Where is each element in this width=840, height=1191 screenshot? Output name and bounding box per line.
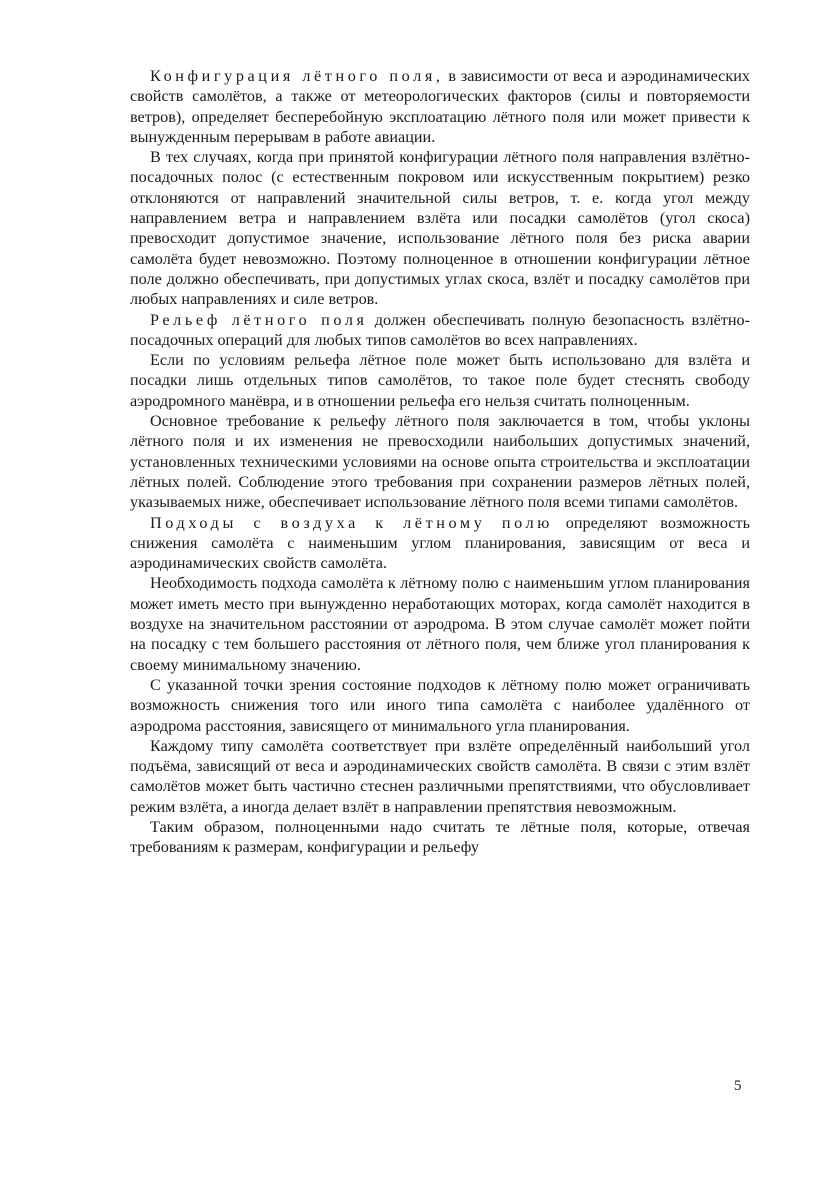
- paragraph-text: Основное требование к рельефу лётного поля заключается в том, чтобы уклоны лётного поля и их изменения не превосходили наибольших допустимых значений, установленных техническими условиями на основе опыта строительства и эксплоатации лётных полей. Соблюдение этого требования при сохранении размеров лётных полей, указываемых ниже, обеспечивает использование лётного поля всеми типами самолётов.: [130, 412, 750, 512]
- paragraph-text: в зависимости от веса и аэродинамических свойств самолётов, а также от метеорологических факторов (силы и повторяемости ветров), определяет бесперебойную эксплоатацию лётного поля или может привести к вынужденным перерывам в работе авиации.: [130, 67, 750, 146]
- paragraph-approaches: [130, 513, 750, 574]
- paragraph-text: должен обеспечивать полную безопасность взлётно-посадочных операций для любых типов самолётов во всех направлениях.: [130, 310, 750, 349]
- paragraph-configuration: [130, 66, 750, 147]
- paragraph-relief-requirement: [130, 411, 750, 512]
- paragraph-text: Таким образом, полноценными надо считать те лётные поля, которые, отвечая требованиям к размерам, конфигурации и рельефу: [130, 817, 750, 857]
- paragraph-relief-limits: [130, 350, 750, 411]
- paragraph-lead-term: Конфигурация лётного поля,: [150, 67, 444, 85]
- paragraph-text: Каждому типу самолёта соответствует при взлёте определённый наибольший угол подъёма, зависящий от веса и аэродинамических свойств самолёта. В связи с этим взлёт самолётов может быть частично стеснен различными препятствиями, что обусловливает режим взлёта, а иногда делает взлёт в направлении препятствия невозможным.: [130, 736, 750, 816]
- page-number: 5: [734, 1078, 742, 1094]
- paragraph-lead-term: Подходы с воздуха к лётному полю: [150, 513, 553, 532]
- paragraph-relief: [130, 310, 750, 351]
- paragraph-climb-angle: [130, 736, 750, 817]
- paragraph-text: Если по условиям рельефа лётное поле может быть использовано для взлёта и посадки лишь отдельных типов самолётов, то такое поле будет стеснять свободу аэродромного манёвра, и в отношении рельефа его нельзя считать полноценным.: [130, 351, 750, 410]
- paragraph-conclusion: [130, 817, 750, 858]
- paragraph-approach-condition: [130, 675, 750, 736]
- paragraph-text: Необходимость подхода самолёта к лётному полю с наименьшим углом планирования может иметь место при вынужденно неработающих моторах, когда самолёт находится в воздухе на значительном расстоянии от аэродрома. В этом случае самолёт может пойти на посадку с тем большего расстояния от лётного поля, чем ближе угол планирования к своему минимальному значению.: [130, 574, 750, 674]
- paragraph-text: определяют возможность снижения самолёта с наименьшим углом планирования, зависящим от веса и аэродинамических свойств самолёта.: [130, 513, 750, 573]
- paragraph-text: В тех случаях, когда при принятой конфигурации лётного поля направления взлётно-посадочных полос (с естественным покровом или искусственным покрытием) резко отклоняются от направлений значительной силы ветров, т. е. когда угол между направлением ветра и направлением взлёта или посадки самолётов (угол скоса) превосходит допустимое значение, использование лётного поля без риска аварии самолёта будет невозможно. Поэтому полноценное в отношении конфигурации лётное поле должно обеспечивать, при допустимых углах скоса, взлёт и посадку самолётов при любых направлениях и силе ветров.: [130, 148, 750, 309]
- paragraph-lead-term: Рельеф лётного поля: [150, 310, 368, 329]
- paragraph-gliding-angle: [130, 573, 750, 674]
- document-page: [130, 66, 750, 858]
- paragraph-runway-directions: [130, 147, 750, 309]
- paragraph-text: С указанной точки зрения состояние подходов к лётному полю может ограничивать возможность снижения того или иного типа самолёта с наиболее удалённого от аэродрома расстояния, зависящего от минимального угла планирования.: [130, 675, 750, 735]
